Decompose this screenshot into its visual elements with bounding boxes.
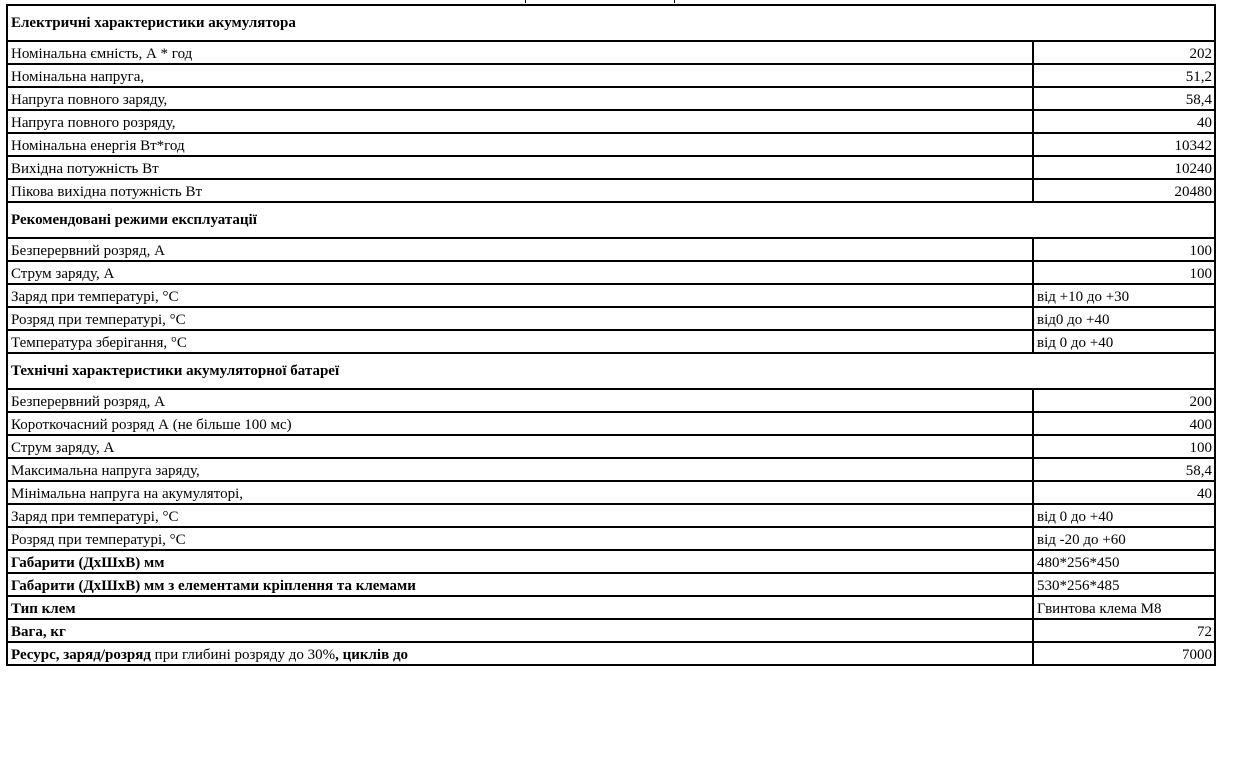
spec-value: 58,4 bbox=[1033, 458, 1215, 481]
spec-value: від 0 до +40 bbox=[1033, 504, 1215, 527]
resource-label-bold: Ресурс, заряд/розряд bbox=[11, 647, 151, 663]
battery-spec-table bbox=[6, 4, 1216, 666]
spec-row bbox=[7, 330, 1215, 353]
spec-label: Номінальна енергія Вт*год bbox=[7, 133, 1033, 156]
spec-value: 10342 bbox=[1033, 133, 1215, 156]
section-header bbox=[7, 353, 1215, 389]
spec-label: Розряд при температурі, °С bbox=[7, 307, 1033, 330]
spec-label: Габарити (ДхШхВ) мм з елементами кріплення та клемами bbox=[7, 573, 1033, 596]
spec-row bbox=[7, 527, 1215, 550]
section-title: Технічні характеристики акумуляторної батареї bbox=[7, 353, 1215, 389]
spec-value: 202 bbox=[1033, 41, 1215, 64]
spec-label: Безперервний розряд, А bbox=[7, 389, 1033, 412]
spec-row bbox=[7, 435, 1215, 458]
spec-label: Максимальна напруга заряду, bbox=[7, 458, 1033, 481]
spec-value: від 0 до +40 bbox=[1033, 330, 1215, 353]
spec-row bbox=[7, 573, 1215, 596]
spec-row bbox=[7, 458, 1215, 481]
spec-label: Мінімальна напруга на акумуляторі, bbox=[7, 481, 1033, 504]
spec-row bbox=[7, 481, 1215, 504]
spec-label: Тип клем bbox=[7, 596, 1033, 619]
spec-label: Короткочасний розряд А (не більше 100 мс) bbox=[7, 412, 1033, 435]
spec-label: Заряд при температурі, °С bbox=[7, 284, 1033, 307]
spec-row bbox=[7, 412, 1215, 435]
section-header bbox=[7, 5, 1215, 41]
spec-value: 100 bbox=[1033, 261, 1215, 284]
spec-row bbox=[7, 284, 1215, 307]
spec-row bbox=[7, 179, 1215, 202]
spec-row bbox=[7, 596, 1215, 619]
spec-label: Струм заряду, А bbox=[7, 435, 1033, 458]
spec-value: 51,2 bbox=[1033, 64, 1215, 87]
spec-row bbox=[7, 156, 1215, 179]
top-edge-mark bbox=[525, 0, 675, 2]
spec-value: 100 bbox=[1033, 238, 1215, 261]
spec-label: Вага, кг bbox=[7, 619, 1033, 642]
resource-label-cycles: , циклів до bbox=[335, 647, 409, 663]
spec-value: Гвинтова клема М8 bbox=[1033, 596, 1215, 619]
spec-row bbox=[7, 41, 1215, 64]
section-title: Рекомендовані режими експлуатації bbox=[7, 202, 1215, 238]
spec-row bbox=[7, 238, 1215, 261]
spec-row bbox=[7, 64, 1215, 87]
spec-label: Безперервний розряд, А bbox=[7, 238, 1033, 261]
spec-row bbox=[7, 504, 1215, 527]
spec-value: від -20 до +60 bbox=[1033, 527, 1215, 550]
section-title: Електричні характеристики акумулятора bbox=[7, 5, 1215, 41]
spec-row bbox=[7, 307, 1215, 330]
spec-value: від +10 до +30 bbox=[1033, 284, 1215, 307]
spec-row bbox=[7, 87, 1215, 110]
spec-label: Номінальна ємність, А * год bbox=[7, 41, 1033, 64]
spec-label: Габарити (ДхШхВ) мм bbox=[7, 550, 1033, 573]
spec-label: Номінальна напруга, bbox=[7, 64, 1033, 87]
resource-label bbox=[7, 642, 1033, 665]
spec-label: Пікова вихідна потужність Вт bbox=[7, 179, 1033, 202]
spec-label: Напруга повного розряду, bbox=[7, 110, 1033, 133]
spec-row bbox=[7, 550, 1215, 573]
spec-row bbox=[7, 110, 1215, 133]
spec-value: 40 bbox=[1033, 110, 1215, 133]
spec-label: Розряд при температурі, °С bbox=[7, 527, 1033, 550]
resource-value: 7000 bbox=[1033, 642, 1215, 665]
spec-value: 10240 bbox=[1033, 156, 1215, 179]
spec-label: Температура зберігання, °С bbox=[7, 330, 1033, 353]
section-header bbox=[7, 202, 1215, 238]
spec-value: 100 bbox=[1033, 435, 1215, 458]
spec-value: 58,4 bbox=[1033, 87, 1215, 110]
spec-table-body bbox=[7, 5, 1215, 665]
spec-value: 72 bbox=[1033, 619, 1215, 642]
spec-row bbox=[7, 619, 1215, 642]
spec-row bbox=[7, 261, 1215, 284]
spec-value: 480*256*450 bbox=[1033, 550, 1215, 573]
spec-row bbox=[7, 389, 1215, 412]
spec-label: Вихідна потужність Вт bbox=[7, 156, 1033, 179]
spec-value: від0 до +40 bbox=[1033, 307, 1215, 330]
spec-value: 40 bbox=[1033, 481, 1215, 504]
resource-row bbox=[7, 642, 1215, 665]
spec-value: 20480 bbox=[1033, 179, 1215, 202]
spec-value: 200 bbox=[1033, 389, 1215, 412]
spec-label: Заряд при температурі, °С bbox=[7, 504, 1033, 527]
spec-value: 400 bbox=[1033, 412, 1215, 435]
spec-row bbox=[7, 133, 1215, 156]
spec-label: Струм заряду, А bbox=[7, 261, 1033, 284]
resource-label-plain: при глибині розряду до 30% bbox=[150, 647, 336, 663]
spec-label: Напруга повного заряду, bbox=[7, 87, 1033, 110]
spec-value: 530*256*485 bbox=[1033, 573, 1215, 596]
